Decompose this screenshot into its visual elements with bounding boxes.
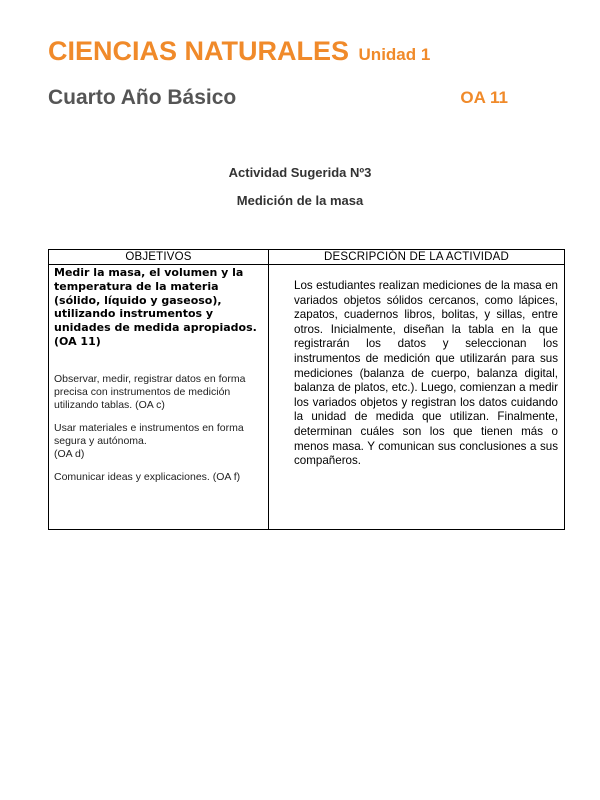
main-objective: Medir la masa, el volumen y la temperatura de la materia (sólido, líquido y gaseoso), utilizando instrumentos y unidades de medida apropiados. (OA 11)	[54, 266, 257, 348]
objectives-cell	[49, 265, 269, 530]
activity-title: Actividad Sugerida Nº3	[228, 165, 372, 180]
page-title	[48, 36, 430, 67]
activity-table	[48, 249, 565, 530]
objective-item: Usar materiales e instrumentos en forma segura y autónoma. (OA d)	[54, 421, 244, 460]
oa-label: OA 11	[460, 88, 508, 107]
grade-label: Cuarto Año Básico	[48, 86, 237, 109]
table-row	[49, 265, 565, 530]
unit-label: Unidad 1	[358, 45, 431, 64]
subject-title: CIENCIAS NATURALES	[48, 36, 350, 66]
activity-description: Los estudiantes realizan mediciones de la masa en variados objetos sólidos cercanos, como lápices, zapatos, cuadernos libros, bolitas, y sillas, entre otros. Inicialmente, diseñan la tabla en la que registrarán los datos y seleccionan los instrumentos de medición que utilizarán para sus mediciones (balanza de cuerpo, balanza digital, balanza de platos, etc.). Luego, comienzan a medir los variados objetos y registran los datos cuidando la unidad de medida que utilizan. Finalmente, determinan cuáles son los que tienen más o menos masa. Y comunican sus conclusiones a sus compañeros.	[294, 279, 558, 468]
objective-item: Observar, medir, registrar datos en forma precisa con instrumentos de medición utilizando tablas. (OA c)	[54, 372, 246, 411]
description-header: DESCRIPCIÓN DE LA ACTIVIDAD	[269, 250, 565, 265]
objectives-header: OBJETIVOS	[49, 250, 269, 265]
description-cell	[269, 265, 565, 530]
activity-subtitle: Medición de la masa	[236, 193, 364, 208]
table-header-row	[49, 250, 565, 265]
grade-row	[48, 86, 508, 112]
objective-item: Comunicar ideas y explicaciones. (OA f)	[54, 470, 241, 483]
